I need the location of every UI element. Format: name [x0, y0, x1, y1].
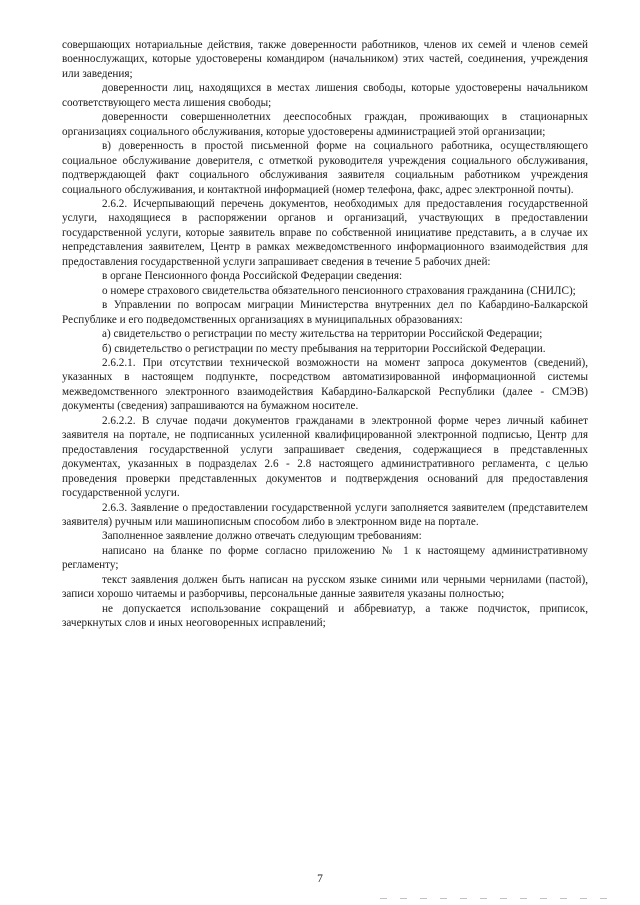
paragraph: в органе Пенсионного фонда Российской Федерации сведения:: [102, 270, 403, 283]
paragraph: Заполненное заявление должно отвечать следующим требованиям:: [102, 530, 422, 543]
paragraph: 2.6.2. Исчерпывающий перечень документов, необходимых для предоставления государственной услуги, находящиеся в распоряжении органов и организаций, участвующих в предоставлении государственной услуги, которые заявитель вправе по собственной инициативе представить, а в случае их непредставления заявителем, Центр в рамках межведомственного информационного взаимодействия для предоставления государственной услуги запрашивает сведения в течение 5 рабочих дней:: [62, 197, 588, 268]
paragraph: 2.6.3. Заявление о предоставлении государственной услуги заполняется заявителем (представителем заявителя) ручным или машинописным способом либо в электронном виде на портале.: [62, 501, 588, 528]
paragraph: доверенности лиц, находящихся в местах лишения свободы, которые удостоверены начальником соответствующего места лишения свободы;: [62, 82, 588, 109]
paragraph: написано на бланке по форме согласно приложению № 1 к настоящему административному регламенту;: [62, 544, 588, 572]
scan-artifact-marks: [380, 898, 620, 901]
paragraph: б) свидетельство о регистрации по месту пребывания на территории Российской Федерации.: [102, 342, 546, 355]
paragraph: о номере страхового свидетельства обязательного пенсионного страхования гражданина (СНИЛС);: [102, 284, 576, 297]
document-page: [62, 38, 588, 631]
paragraph: текст заявления должен быть написан на русском языке синими или черными чернилами (пастой), записи хорошо читаемы и разборчивы, персональные данные заявителя указаны полностью;: [62, 573, 588, 601]
paragraph: 2.6.2.1. При отсутствии технической возможности на момент запроса документов (сведений), указанных в настоящем подпункте, посредством автоматизированной информационной системы межведомственного электронного взаимодействия Кабардино-Балкарской Республики (далее - СМЭВ) документы (сведения) запрашиваются на бумажном носителе.: [62, 356, 588, 413]
paragraph: совершающих нотариальные действия, также доверенности работников, членов их семей и членов семей военнослужащих, которые удостоверены командиром (начальником) этих частей, соединения, учреждения или заведения;: [62, 39, 588, 80]
paragraph: в) доверенность в простой письменной форме на социального работника, осуществляющего социальное обслуживание доверителя, с отметкой руководителя учреждения социального обслуживания, подтверждающей факт социального обслуживания заявителя социальным работником учреждения социального обслуживания, и контактной информацией (номер телефона, факс, адрес электронной почты).: [62, 140, 588, 196]
paragraph: доверенности совершеннолетних дееспособных граждан, проживающих в стационарных организациях социального обслуживания, которые удостоверены администрацией этой организации;: [62, 111, 588, 138]
paragraph: в Управлении по вопросам миграции Министерства внутренних дел по Кабардино-Балкарской Республике и его подведомственных организациях в муниципальных образованиях:: [62, 299, 588, 326]
paragraph: а) свидетельство о регистрации по месту жительства на территории Российской Федерации;: [102, 328, 543, 341]
paragraph: не допускается использование сокращений и аббревиатур, а также подчисток, приписок, зачеркнутых слов и иных неоговоренных исправлений;: [62, 602, 588, 630]
paragraph: 2.6.2.2. В случае подачи документов гражданами в электронной форме через личный кабинет заявителя на портале, не подписанных усиленной квалифицированной электронной подписью, Центр для предоставления государственной услуги запрашивает сведения, содержащиеся в представленных документах, указанных в подразделах 2.6 - 2.8 настоящего административного регламента, с целью проведения проверки представленных документов и подтверждения оснований для предоставления государственной услуги.: [62, 414, 588, 500]
page-number: 7: [317, 873, 323, 885]
